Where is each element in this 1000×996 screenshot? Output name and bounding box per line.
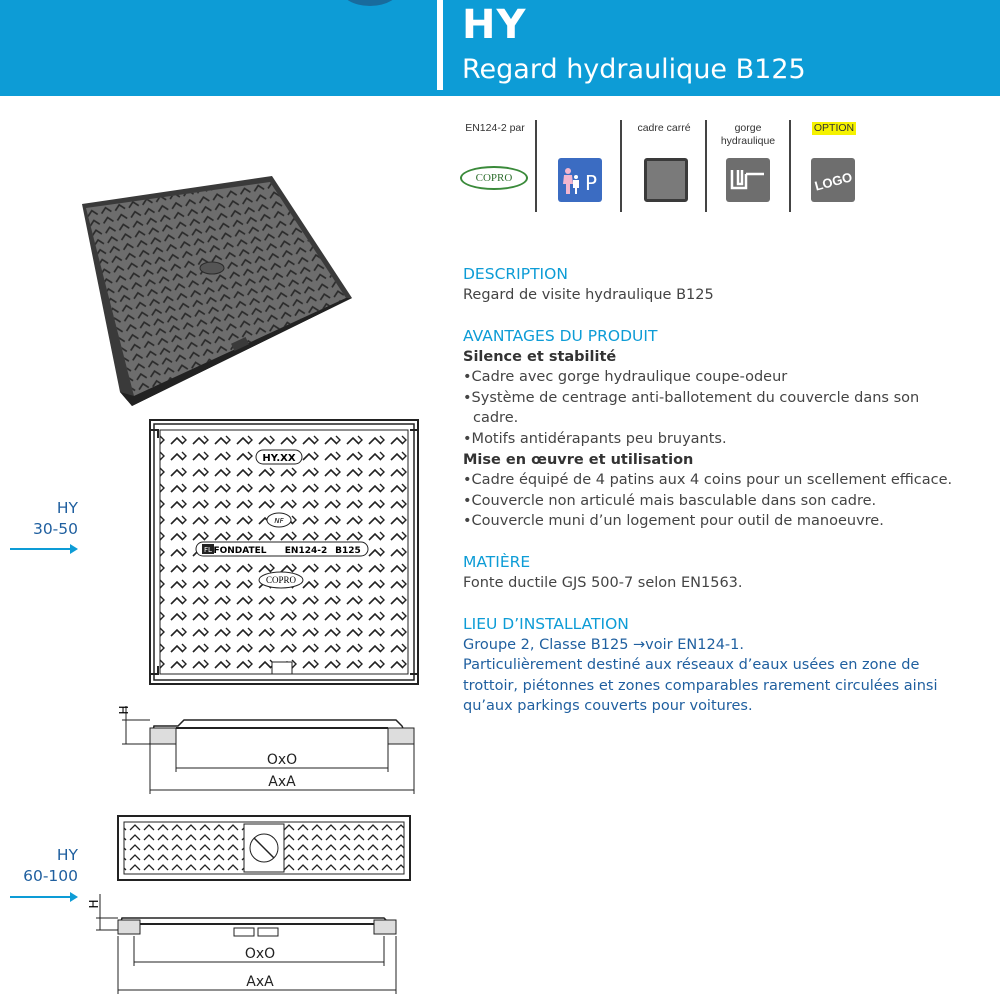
description-section — [463, 264, 714, 305]
hydro-label-1: gorge — [734, 122, 762, 134]
nf-mark: NF — [274, 517, 284, 525]
advantages-item: •Couvercle non articulé mais basculable dans son cadre. — [463, 492, 877, 509]
range-large-line1: HY — [56, 846, 78, 864]
logo-text: LOGO — [812, 169, 854, 194]
outer-dimension: AxA — [268, 774, 296, 790]
height-dimension: H — [117, 705, 131, 715]
material-title: MATIÈRE — [463, 553, 531, 571]
header-banner — [0, 0, 1000, 96]
hydro-label-2: hydraulique — [720, 135, 776, 147]
cover-copro: COPRO — [265, 575, 297, 585]
inner-dimension-large: OxO — [244, 946, 276, 962]
cover-norm: EN124-2 — [284, 546, 328, 556]
advantages-item: •Cadre avec gorge hydraulique coupe-odeur — [463, 369, 788, 386]
product-code: HY — [462, 2, 527, 48]
norm-label: EN124-2 par — [465, 122, 525, 134]
installation-line: Particulièrement destiné aux réseaux d’eaux usées en zone de — [463, 657, 920, 674]
material-section — [463, 552, 743, 593]
description-title: DESCRIPTION — [463, 265, 568, 283]
advantages-group1-title: Silence et stabilité — [463, 348, 617, 365]
badge-separator — [789, 120, 791, 212]
logo-option-icon — [811, 158, 855, 202]
fl-mark: FL — [204, 546, 212, 554]
advantages-section — [463, 326, 952, 532]
advantages-item: •Motifs antidérapants peu bruyants. — [463, 430, 727, 447]
product-photo — [76, 170, 356, 410]
advantages-item: cadre. — [473, 410, 519, 427]
badge-separator — [535, 120, 537, 212]
option-label: OPTION — [813, 122, 855, 134]
material-text: Fonte ductile GJS 500-7 selon EN1563. — [463, 574, 743, 591]
cover-class: B125 — [335, 546, 361, 556]
inner-dimension: OxO — [266, 752, 298, 768]
hydraulic-gorge-icon — [726, 158, 770, 202]
range-small-line2: 30-50 — [32, 520, 78, 538]
small-section-drawing — [110, 700, 430, 800]
description-text: Regard de visite hydraulique B125 — [463, 286, 714, 303]
square-frame-icon — [644, 158, 688, 202]
parking-letter: P — [584, 171, 598, 195]
installation-line: trottoir, piétonnes et zones comparables rarement circulées ainsi — [463, 677, 938, 694]
advantages-item: •Couvercle muni d’un logement pour outil de manoeuvre. — [463, 513, 884, 530]
installation-section — [463, 614, 938, 717]
product-name: Regard hydraulique B125 — [462, 54, 806, 85]
header-divider — [437, 0, 443, 90]
outer-dimension-large: AxA — [246, 974, 274, 990]
installation-line: qu’aux parkings couverts pour voitures. — [463, 698, 753, 715]
frame-label: cadre carré — [637, 122, 691, 134]
header-decoration — [340, 0, 400, 6]
large-top-view-drawing — [114, 812, 414, 884]
range-arrow-large — [10, 896, 76, 898]
range-arrow-small — [10, 548, 76, 550]
advantages-title: AVANTAGES DU PRODUIT — [463, 327, 658, 345]
advantages-item: •Cadre équipé de 4 patins aux 4 coins pour un scellement efficace. — [463, 472, 953, 489]
cover-brand: FONDATEL — [213, 546, 267, 556]
advantages-group2-title: Mise en œuvre et utilisation — [463, 451, 694, 468]
height-dimension-large: H — [87, 899, 101, 909]
top-view-drawing — [146, 416, 422, 688]
copro-logo: COPRO — [460, 166, 528, 190]
installation-line: Groupe 2, Classe B125 →voir EN124-1. — [463, 636, 744, 653]
advantages-item: •Système de centrage anti-ballotement du couvercle dans son — [463, 389, 920, 406]
installation-title: LIEU D’INSTALLATION — [463, 615, 629, 633]
large-section-drawing — [84, 890, 424, 996]
range-large-line2: 60-100 — [23, 867, 78, 885]
pedestrian-parking-icon — [558, 158, 602, 202]
range-small-line1: HY — [56, 499, 78, 517]
range-label-small — [8, 498, 78, 540]
range-label-large — [8, 845, 78, 887]
cover-marking: HY.XX — [262, 453, 296, 464]
